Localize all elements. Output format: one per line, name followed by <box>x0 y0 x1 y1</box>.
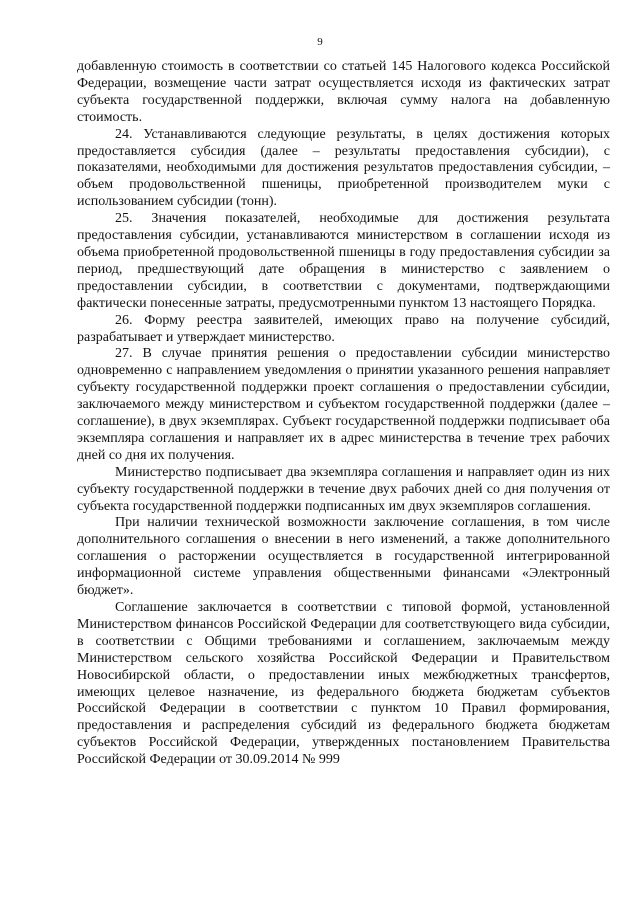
paragraph-item-26: 26. Форму реестра заявителей, имеющих право на получение субсидий, разрабатывает и утверждает министерство. <box>77 312 610 345</box>
paragraph-typical-form: Соглашение заключается в соответствии с типовой формой, установленной Министерством финансов Российской Федерации для соответствующего вида субсидии, в соответствии с Общими требованиями и соглашением, заключаемым между Министерством сельского хозяйства Российской Федерации и Правительством Новосибирской области, о предоставлении иных межбюджетных трансфертов, имеющих целевое назначение, из федерального бюджета бюджетам субъектов Российской Федерации в соответствии с пунктом 10 Правил формирования, предоставления и распределения субсидий из федерального бюджета бюджетам субъектов Российской Федерации, утвержденных постановлением Правительства Российской Федерации от 30.09.2014 № 999 <box>77 600 610 768</box>
page-number: 9 <box>317 36 323 48</box>
paragraph-item-25: 25. Значения показателей, необходимые для достижения результата предоставления субсидии, устанавливаются министерством в соглашении исходя из объема приобретенной продовольственной пшеницы в году предоставления субсидии за период, предшествующий дате обращения в министерство с заявлением о предоставлении субсидии, в соответствии с документами, подтверждающими фактически понесенные затраты, предусмотренными пунктом 13 настоящего Порядка. <box>77 211 610 311</box>
paragraph-item-27: 27. В случае принятия решения о предоставлении субсидии министерство одновременно с направлением уведомления о принятии указанного решения направляет субъекту государственной поддержки проект соглашения о предоставлении субсидии, заключаемого между министерством и субъектом государственной поддержки (далее – соглашение), в двух экземплярах. Субъект государственной поддержки подписывает оба экземпляра соглашения и направляет их в адрес министерства в течение трех рабочих дней со дня их получения. <box>77 346 610 463</box>
paragraph-ministry-signing: Министерство подписывает два экземпляра соглашения и направляет один из них субъекту государственной поддержки в течение двух рабочих дней со дня получения от субъекта государственной поддержки подписанных им двух экземпляров соглашения. <box>77 464 610 514</box>
document-body <box>77 59 610 769</box>
paragraph-item-24: 24. Устанавливаются следующие результаты, в целях достижения которых предоставляется субсидия (далее – результаты предоставления субсидии), с показателями, необходимыми для достижения результатов предоставления субсидии, – объем продовольственной пшеницы, приобретенной производителем муки с использованием субсидии (тонн). <box>77 126 610 210</box>
paragraph-continuation: добавленную стоимость в соответствии со статьей 145 Налогового кодекса Российской Федерации, возмещение части затрат осуществляется исходя из фактических затрат субъекта государственной поддержки, включая сумму налога на добавленную стоимость. <box>77 59 610 125</box>
paragraph-electronic-budget: При наличии технической возможности заключение соглашения, в том числе дополнительного соглашения о внесении в него изменений, а также дополнительного соглашения о расторжении осуществляется в государственной интегрированной информационной системе управления общественными финансами «Электронный бюджет». <box>77 515 610 599</box>
